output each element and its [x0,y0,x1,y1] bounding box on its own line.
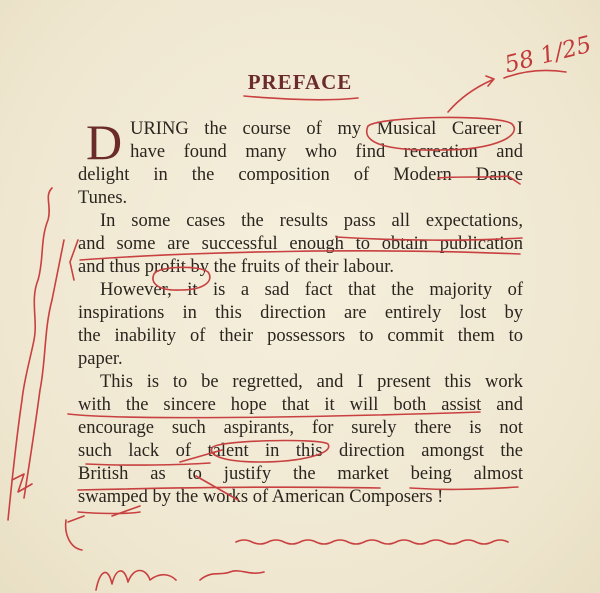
text-line: British as to justify the market being almost [78,464,523,484]
text-line: In some cases the results pass all expectations, [100,211,523,231]
text-line: paper. [78,349,123,369]
bottom-scribble [96,571,176,591]
wavy-underline [236,540,508,544]
text-line: Tunes. [78,188,128,208]
margin-note: 58 1/25 [502,31,595,79]
text-line: inspirations in this direction are entirely lost by [78,303,523,323]
text-line: delight in the composition of Modern Dance [78,165,523,185]
text-line: swamped by the works of American Composers ! [78,487,444,507]
title-underline [244,96,358,100]
text-line: such lack of talent in this direction amongst the [78,441,523,461]
text-line: and thus profit by the fruits of their labour. [78,257,394,277]
page-title: PREFACE [247,70,353,94]
text-line: This is to be regretted, and I present this work [100,372,523,392]
text-line: with the sincere hope that it will both assist and [78,395,523,415]
text-line: the inability of their possessors to commit them to [78,326,523,346]
text-line: and some are successful enough to obtain publication [78,234,523,254]
text-line: encourage such aspirants, for surely there is not [78,418,523,438]
drop-cap: D [86,114,123,170]
text-line: have found many who find recreation and [130,142,523,162]
text-line: URING the course of my Musical Career I [130,119,523,139]
preface-body [78,114,523,509]
text-line: However, it is a sad fact that the majority of [100,280,523,300]
margin-scribble [8,188,52,520]
